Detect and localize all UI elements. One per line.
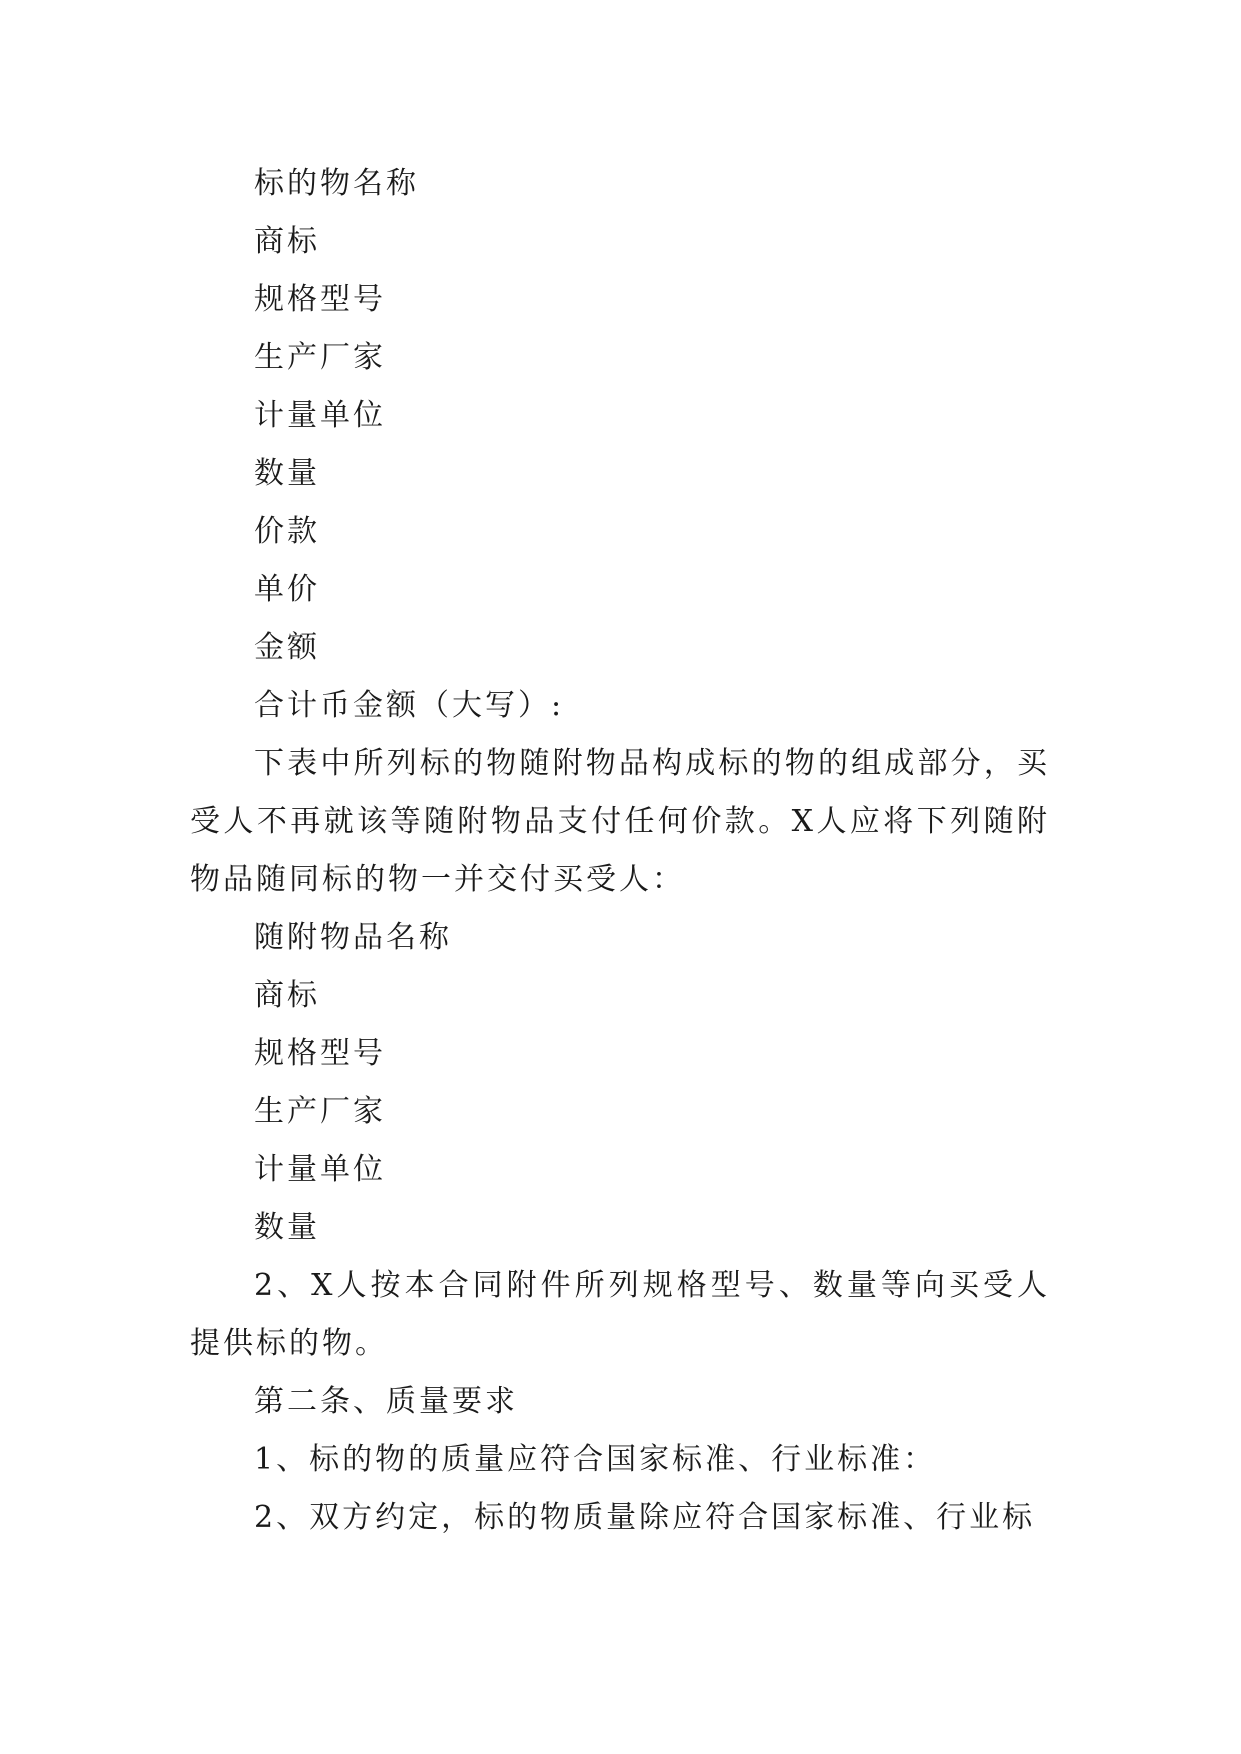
text-line: 随附物品名称 — [254, 920, 452, 955]
paragraph: 2、X人按本合同附件所列规格型号、数量等向买受人提供标的物。 — [190, 1268, 1050, 1361]
text-line: 生产厂家 — [254, 1094, 386, 1129]
document-body — [190, 155, 1050, 1547]
text-line: 2、双方约定，标的物质量除应符合国家标准、行业标 — [254, 1500, 1036, 1535]
text-line: 数量 — [254, 1210, 320, 1245]
text-line: 商标 — [254, 224, 320, 259]
section-heading: 第二条、质量要求 — [254, 1384, 518, 1419]
text-line: 价款 — [254, 514, 320, 549]
text-line: 金额 — [254, 630, 320, 665]
text-line: 生产厂家 — [254, 340, 386, 375]
text-line: 商标 — [254, 978, 320, 1013]
text-line: 合计币金额（大写）: — [254, 688, 565, 723]
text-line: 规格型号 — [254, 282, 386, 317]
text-line: 标的物名称 — [254, 166, 419, 201]
text-line: 计量单位 — [254, 398, 386, 433]
text-line: 规格型号 — [254, 1036, 386, 1071]
text-line: 计量单位 — [254, 1152, 386, 1187]
paragraph: 下表中所列标的物随附物品构成标的物的组成部分，买受人不再就该等随附物品支付任何价款。X人应将下列随附物品随同标的物一并交付买受人： — [190, 746, 1050, 897]
text-line: 数量 — [254, 456, 320, 491]
text-line: 1、标的物的质量应符合国家标准、行业标准： — [254, 1442, 937, 1477]
text-line: 单价 — [254, 572, 320, 607]
